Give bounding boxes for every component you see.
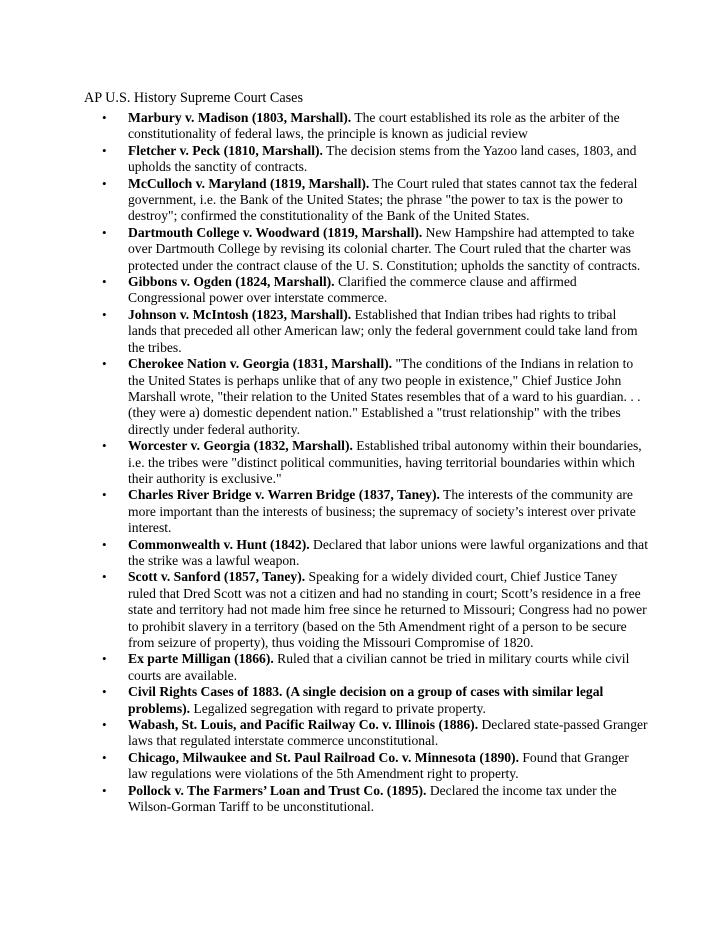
case-name: Marbury v. Madison (1803, Marshall). bbox=[128, 110, 352, 125]
case-description: Established tribal autonomy within their boundaries, i.e. the tribes were "distinct political communities, having territorial boundaries within which their authority is exclusive." bbox=[128, 438, 642, 486]
case-item bbox=[0, 783, 648, 816]
case-name: Pollock v. The Farmers’ Loan and Trust Co. (1895). bbox=[128, 782, 427, 798]
case-item bbox=[0, 651, 648, 684]
case-item bbox=[0, 684, 648, 717]
case-description: Speaking for a widely divided court, Chief Justice Taney ruled that Dred Scott was not a citizen and had no standing in court; Scott’s residence in a free state and territory had not made him free since he returned to Missouri; Congress had no power to prohibit slavery in a territory (based on the 5th Amendment right of a person to be secure from seizure of property), thus voiding the Missouri Compromise of 1820. bbox=[128, 569, 647, 650]
bullet-icon: • bbox=[102, 356, 107, 372]
document-title: AP U.S. History Supreme Court Cases bbox=[84, 90, 303, 106]
case-item bbox=[0, 225, 648, 274]
case-description: Legalized segregation with regard to private property. bbox=[190, 700, 486, 716]
case-name: Wabash, St. Louis, and Pacific Railway Co. v. Illinois (1886). bbox=[128, 717, 479, 733]
case-name: Gibbons v. Ogden (1824, Marshall). bbox=[128, 274, 335, 290]
case-item bbox=[0, 110, 648, 143]
case-item bbox=[0, 274, 648, 307]
case-description: Declared state-passed Granger laws that regulated interstate commerce unconstitutional. bbox=[128, 717, 648, 749]
case-description: Declared that labor unions were lawful organizations and that the strike was a lawful weapon. bbox=[128, 536, 648, 568]
bullet-icon: • bbox=[102, 274, 107, 290]
case-item bbox=[0, 356, 648, 438]
case-item bbox=[0, 569, 648, 651]
case-description: Clarified the commerce clause and affirmed Congressional power over interstate commerce. bbox=[128, 274, 577, 306]
case-item bbox=[0, 750, 648, 783]
case-description: "The conditions of the Indians in relation to the United States is perhaps unlike that of any two people in existence," Chief Justice John Marshall wrote, "their relation to the United States resembles that of a ward to his guardian. . .(they were a) domestic dependent nation." Established a "trust relationship" with the tribes directly under federal authority. bbox=[128, 356, 641, 437]
case-name: Civil Rights Cases of 1883. (A single decision on a group of cases with similar legal problems). bbox=[128, 684, 604, 716]
case-list bbox=[0, 110, 728, 815]
case-item bbox=[0, 717, 648, 750]
case-description: The decision stems from the Yazoo land cases, 1803, and upholds the sanctity of contracts. bbox=[128, 142, 637, 175]
case-description: Declared the income tax under the Wilson-Gorman Tariff to be unconstitutional. bbox=[128, 782, 617, 815]
bullet-icon: • bbox=[102, 438, 107, 454]
case-description: New Hampshire had attempted to take over Dartmouth College by revising its colonial charter. The Court ruled that the charter was protected under the contract clause of the U. S. Constitution; upholds the sanctity of contracts. bbox=[128, 224, 641, 273]
bullet-icon: • bbox=[102, 487, 107, 503]
bullet-icon: • bbox=[102, 684, 107, 700]
case-item bbox=[0, 307, 648, 356]
case-description: The interests of the community are more important than the interests of business; the supremacy of society’s interest over private interest. bbox=[128, 487, 636, 536]
case-name: Dartmouth College v. Woodward (1819, Marshall). bbox=[128, 224, 423, 240]
case-item bbox=[0, 537, 648, 570]
bullet-icon: • bbox=[102, 782, 107, 798]
case-item bbox=[0, 438, 648, 487]
bullet-icon: • bbox=[102, 536, 107, 552]
case-name: Ex parte Milligan (1866). bbox=[128, 651, 274, 667]
case-item bbox=[0, 176, 648, 225]
case-name: Cherokee Nation v. Georgia (1831, Marshall). bbox=[128, 356, 393, 372]
case-name: Charles River Bridge v. Warren Bridge (1837, Taney). bbox=[128, 487, 440, 503]
bullet-icon: • bbox=[102, 175, 107, 191]
case-name: Worcester v. Georgia (1832, Marshall). bbox=[128, 438, 353, 454]
bullet-icon: • bbox=[102, 306, 107, 322]
case-description: Found that Granger law regulations were violations of the 5th Amendment right to property. bbox=[128, 749, 629, 782]
case-item bbox=[0, 487, 648, 536]
case-item bbox=[0, 143, 648, 176]
case-description: The court established its role as the arbiter of the constitutionality of federal laws, the principle is known as judicial review bbox=[128, 110, 620, 142]
bullet-icon: • bbox=[102, 717, 107, 733]
case-description: Ruled that a civilian cannot be tried in military courts while civil courts are available. bbox=[128, 651, 630, 683]
bullet-icon: • bbox=[102, 569, 107, 585]
bullet-icon: • bbox=[102, 749, 107, 765]
case-name: Commonwealth v. Hunt (1842). bbox=[128, 536, 310, 552]
case-name: Chicago, Milwaukee and St. Paul Railroad Co. v. Minnesota (1890). bbox=[128, 749, 519, 765]
bullet-icon: • bbox=[102, 142, 107, 158]
case-description: The Court ruled that states cannot tax the federal government, i.e. the Bank of the United States; the phrase "the power to tax is the power to destroy"; confirmed the constitutionality of the Bank of the United States. bbox=[128, 175, 638, 224]
case-description: Established that Indian tribes had rights to tribal lands that preceded all other American law; only the federal government could take land from the tribes. bbox=[128, 306, 638, 355]
case-name: Scott v. Sanford (1857, Taney). bbox=[128, 569, 306, 585]
case-name: Johnson v. McIntosh (1823, Marshall). bbox=[128, 306, 352, 322]
bullet-icon: • bbox=[102, 224, 107, 240]
bullet-icon: • bbox=[102, 651, 107, 667]
case-name: Fletcher v. Peck (1810, Marshall). bbox=[128, 142, 323, 158]
bullet-icon: • bbox=[102, 110, 107, 125]
case-name: McCulloch v. Maryland (1819, Marshall). bbox=[128, 175, 370, 191]
